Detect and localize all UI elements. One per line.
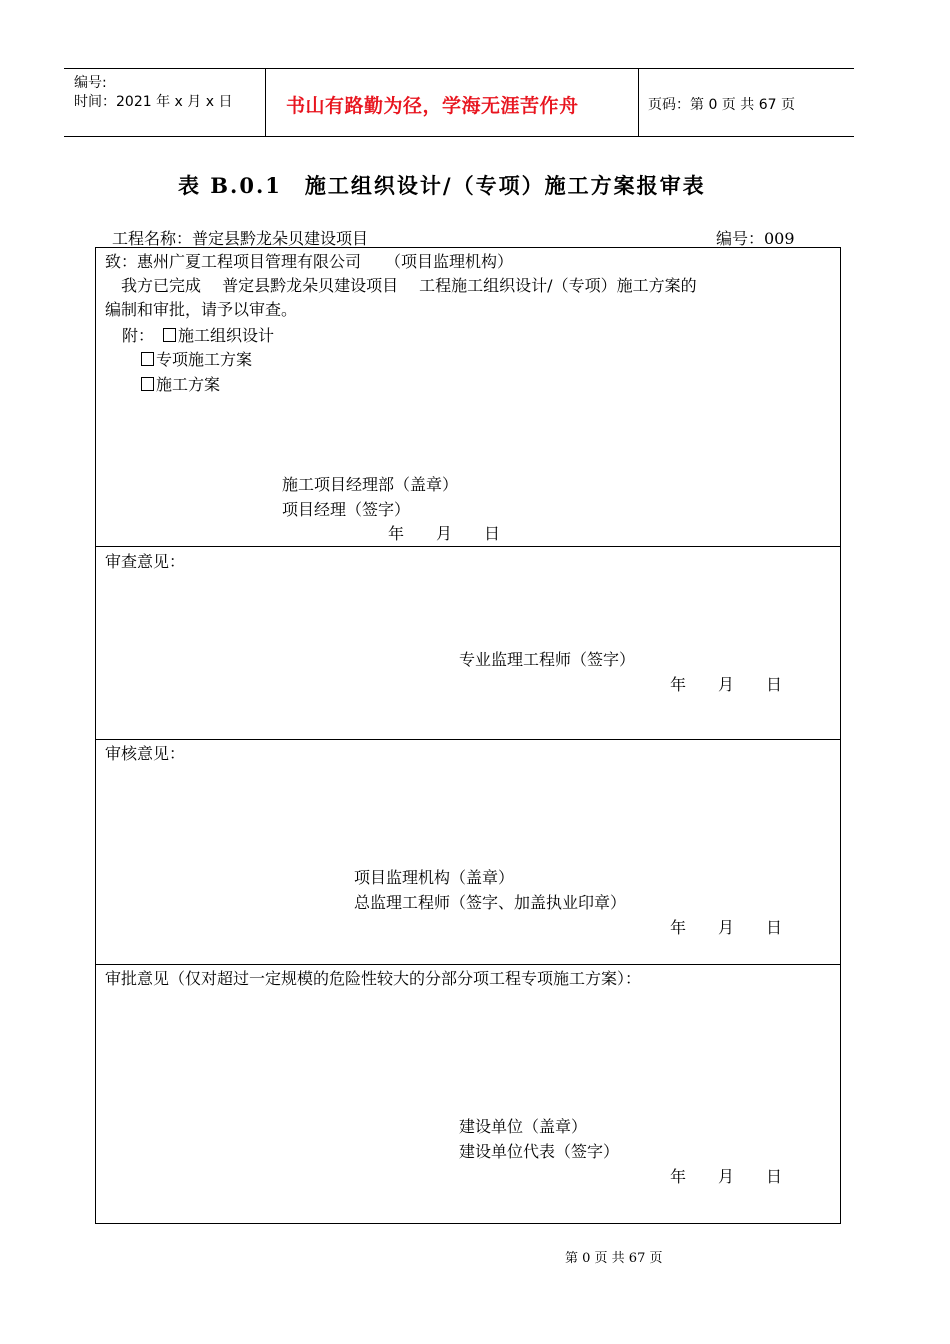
option-label: 施工组织设计	[178, 326, 275, 345]
audit-opinion-label: 审核意见：	[105, 744, 186, 763]
supervision-org-seal-label: 项目监理机构（盖章）	[354, 868, 515, 887]
owner-representative-signature-label: 建设单位代表（签字）	[459, 1142, 620, 1161]
header-page-info: 页码：第 0 页 共 67 页	[648, 97, 795, 113]
approval-opinion-label: 审批意见（仅对超过一定规模的危险性较大的分部分项工程专项施工方案）：	[105, 969, 642, 988]
submission-text-cont: 编制和审批，请予以审查。	[105, 300, 298, 319]
option-label: 施工方案	[156, 375, 221, 394]
review-date: 年 月 日	[670, 675, 783, 694]
checkbox-icon	[141, 352, 154, 366]
form-title: 表 B.0.1 施工组织设计/（专项）施工方案报审表	[178, 173, 706, 198]
row-divider	[95, 739, 841, 740]
submission-date: 年 月 日	[388, 524, 501, 543]
chief-supervisor-signature-label: 总监理工程师（签字、加盖执业印章）	[354, 893, 627, 912]
checkbox-icon	[163, 328, 176, 342]
option-construction-design[interactable]	[163, 326, 274, 346]
header-motto: 书山有路勤为径，学海无涯苦作舟	[286, 95, 579, 117]
approval-date: 年 月 日	[670, 1167, 783, 1186]
option-special-plan[interactable]	[141, 350, 252, 370]
review-opinion-label: 审查意见：	[105, 552, 186, 571]
document-header	[64, 68, 854, 137]
header-divider	[638, 69, 639, 136]
addressee-line: 致：惠州广夏工程项目管理有限公司 （项目监理机构）	[105, 252, 514, 271]
row-divider	[95, 964, 841, 965]
page-footer: 第 0 页 共 67 页	[565, 1251, 663, 1266]
header-time-label: 时间：2021 年 x 月 x 日	[74, 94, 233, 110]
row-divider	[95, 546, 841, 547]
form-serial-number: 编号：009	[716, 229, 795, 248]
attachment-label: 附：	[122, 326, 155, 345]
supervisor-signature-label: 专业监理工程师（签字）	[459, 650, 636, 669]
contractor-seal-label: 施工项目经理部（盖章）	[282, 475, 459, 494]
header-divider	[265, 69, 266, 136]
project-manager-signature-label: 项目经理（签字）	[282, 500, 411, 519]
submission-text: 我方已完成 普定县黔龙朵贝建设项目 工程施工组织设计/（专项）施工方案的	[105, 276, 697, 295]
checkbox-icon	[141, 377, 154, 391]
option-construction-plan[interactable]	[141, 375, 220, 395]
header-number-label: 编号:	[74, 75, 107, 91]
project-name: 工程名称：普定县黔龙朵贝建设项目	[112, 229, 369, 248]
owner-seal-label: 建设单位（盖章）	[459, 1117, 588, 1136]
option-label: 专项施工方案	[156, 350, 253, 369]
audit-date: 年 月 日	[670, 918, 783, 937]
